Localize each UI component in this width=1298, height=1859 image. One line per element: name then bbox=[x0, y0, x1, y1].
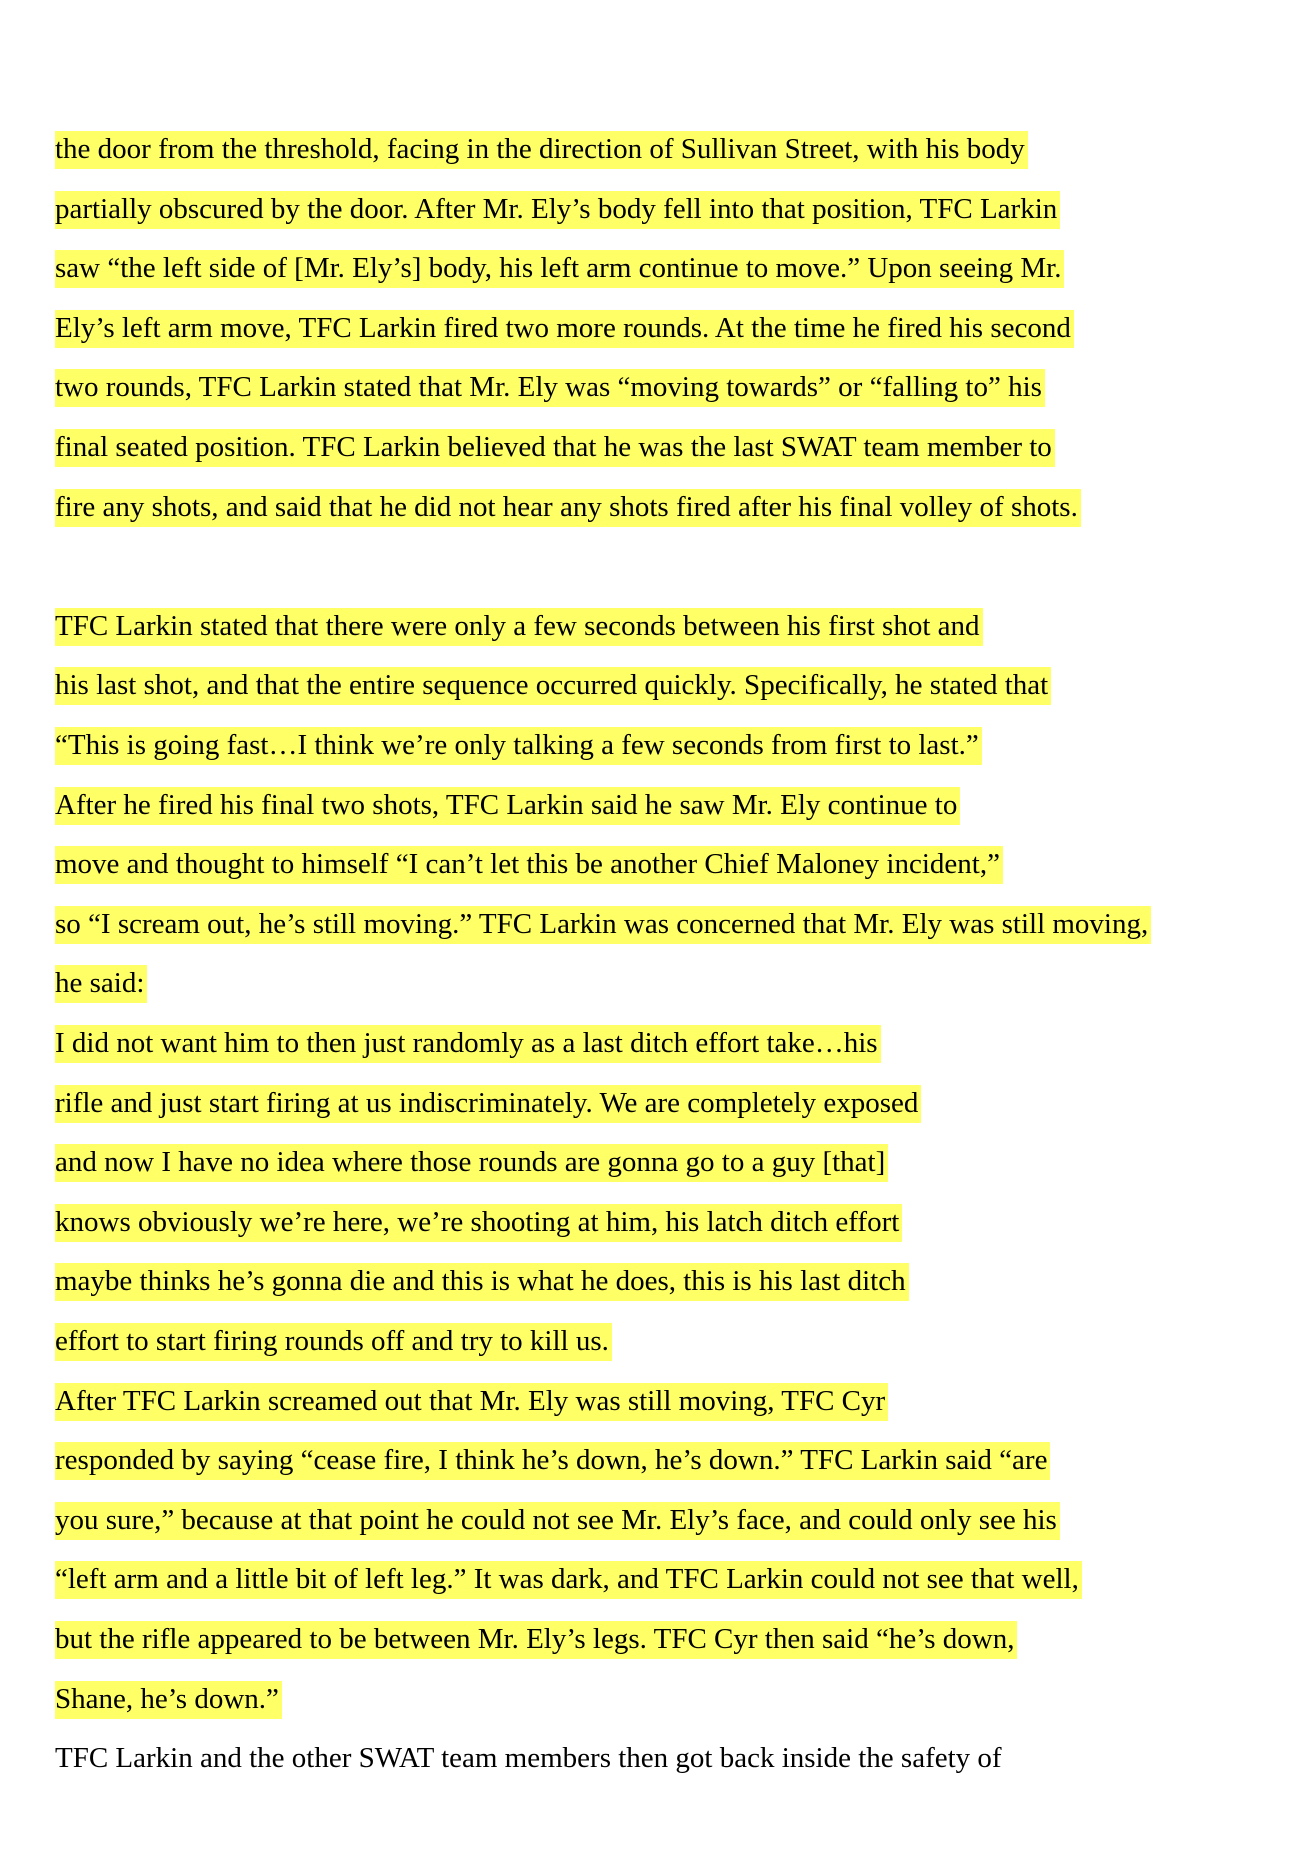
line-text: After he fired his final two shots, TFC Larkin said he saw Mr. Ely continue to bbox=[55, 787, 960, 825]
text-line bbox=[55, 1439, 1050, 1481]
line-text: he said: bbox=[55, 965, 147, 1003]
line-text: but the rifle appeared to be between Mr. Ely’s legs. TFC Cyr then said “he’s down, bbox=[55, 1621, 1017, 1659]
line-text: saw “the left side of [Mr. Ely’s] body, his left arm continue to move.” Upon seeing Mr. bbox=[55, 250, 1064, 288]
text-line bbox=[55, 426, 1055, 468]
line-text: fire any shots, and said that he did not hear any shots fired after his final volley of shots. bbox=[55, 489, 1081, 527]
quote-line bbox=[55, 1201, 902, 1243]
line-text: effort to start firing rounds off and try to kill us. bbox=[55, 1323, 612, 1361]
line-text: final seated position. TFC Larkin believed that he was the last SWAT team member to bbox=[55, 429, 1055, 467]
line-text: TFC Larkin and the other SWAT team members then got back inside the safety of bbox=[55, 1742, 1002, 1774]
line-text: move and thought to himself “I can’t let this be another Chief Maloney incident,” bbox=[55, 846, 1003, 884]
text-line bbox=[55, 664, 1051, 706]
line-text: Shane, he’s down.” bbox=[55, 1681, 282, 1719]
quote-line bbox=[55, 1022, 881, 1064]
text-line bbox=[55, 962, 147, 1004]
text-line bbox=[55, 366, 1045, 408]
line-text: so “I scream out, he’s still moving.” TFC Larkin was concerned that Mr. Ely was still moving, bbox=[55, 906, 1151, 944]
text-line bbox=[55, 188, 1060, 230]
text-line bbox=[55, 486, 1081, 528]
text-line bbox=[55, 1678, 282, 1720]
quote-line bbox=[55, 1141, 888, 1183]
text-line bbox=[55, 724, 982, 766]
line-text: the door from the threshold, facing in the direction of Sullivan Street, with his body bbox=[55, 131, 1028, 169]
quote-line bbox=[55, 1320, 612, 1362]
text-line bbox=[55, 843, 1003, 885]
line-text: After TFC Larkin screamed out that Mr. Ely was still moving, TFC Cyr bbox=[55, 1383, 888, 1421]
line-text: maybe thinks he’s gonna die and this is what he does, this is his last ditch bbox=[55, 1263, 909, 1301]
text-line bbox=[55, 1558, 1082, 1600]
line-text: his last shot, and that the entire sequence occurred quickly. Specifically, he stated that bbox=[55, 667, 1051, 705]
text-line bbox=[55, 1737, 1005, 1779]
quote-line bbox=[55, 1082, 921, 1124]
text-line bbox=[55, 784, 960, 826]
text-line bbox=[55, 1380, 888, 1422]
line-text: I did not want him to then just randomly as a last ditch effort take…his bbox=[55, 1025, 881, 1063]
line-text: you sure,” because at that point he could not see Mr. Ely’s face, and could only see his bbox=[55, 1502, 1060, 1540]
line-text: responded by saying “cease fire, I think he’s down, he’s down.” TFC Larkin said “are bbox=[55, 1442, 1050, 1480]
line-text: rifle and just start firing at us indiscriminately. We are completely exposed bbox=[55, 1085, 921, 1123]
text-line bbox=[55, 1499, 1060, 1541]
text-line bbox=[55, 247, 1064, 289]
line-text: Ely’s left arm move, TFC Larkin fired two more rounds. At the time he fired his second bbox=[55, 310, 1074, 348]
line-text: “left arm and a little bit of left leg.” It was dark, and TFC Larkin could not see that well, bbox=[55, 1561, 1082, 1599]
text-line bbox=[55, 903, 1151, 945]
line-text: two rounds, TFC Larkin stated that Mr. Ely was “moving towards” or “falling to” his bbox=[55, 369, 1045, 407]
quote-line bbox=[55, 1260, 909, 1302]
line-text: TFC Larkin stated that there were only a few seconds between his first shot and bbox=[55, 608, 983, 646]
line-text: and now I have no idea where those rounds are gonna go to a guy [that] bbox=[55, 1144, 888, 1182]
text-line bbox=[55, 605, 983, 647]
line-text: “This is going fast…I think we’re only talking a few seconds from first to last.” bbox=[55, 727, 982, 765]
line-text: knows obviously we’re here, we’re shooting at him, his latch ditch effort bbox=[55, 1204, 902, 1242]
text-line bbox=[55, 128, 1028, 170]
line-text: partially obscured by the door. After Mr. Ely’s body fell into that position, TFC Larkin bbox=[55, 191, 1060, 229]
text-line bbox=[55, 1618, 1017, 1660]
text-line bbox=[55, 307, 1074, 349]
